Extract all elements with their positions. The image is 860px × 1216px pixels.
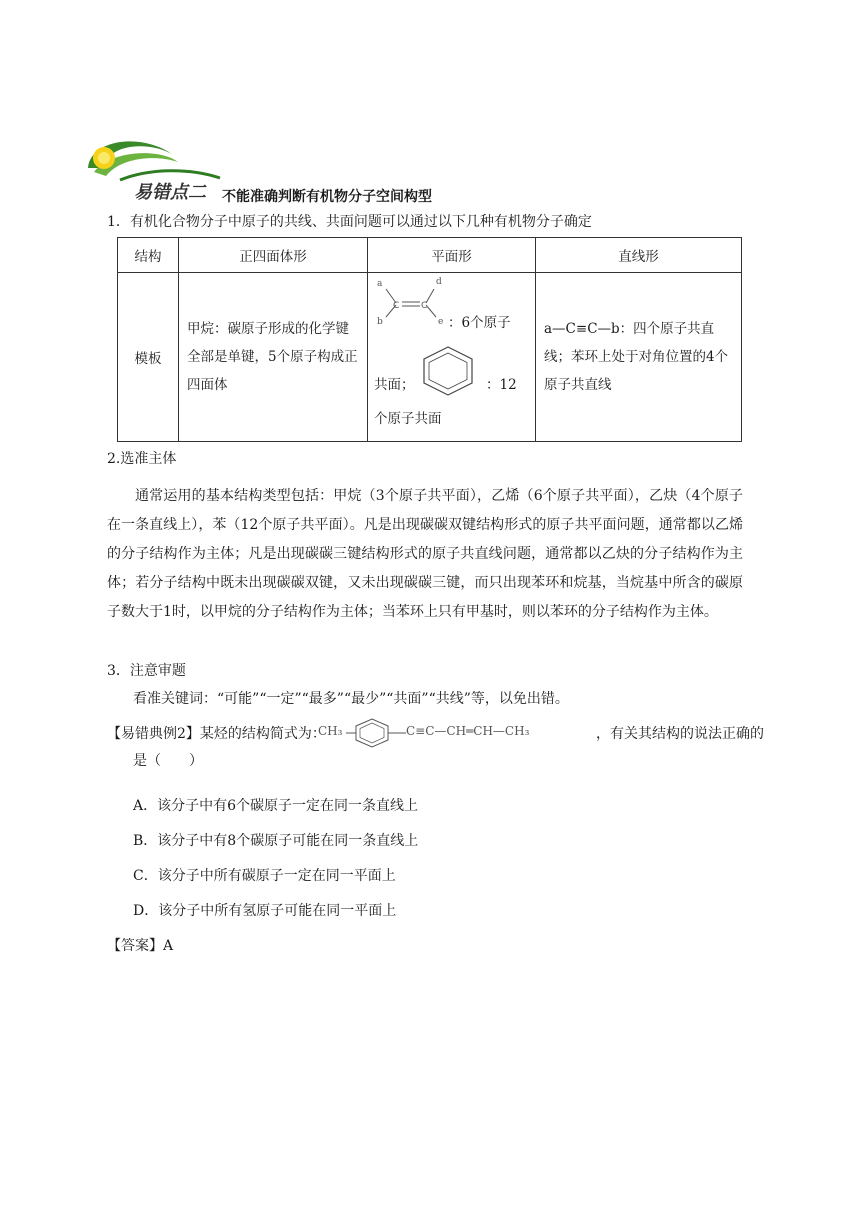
ethylene-label-d: d <box>436 277 442 287</box>
structure-table <box>117 237 742 442</box>
answer: 【答案】A <box>107 938 174 954</box>
point-1-text: 1．有机化合物分子中原子的共线、共面问题可以通过以下几种有机物分子确定 <box>107 214 592 230</box>
ethylene-label-e: e <box>438 317 444 327</box>
table-header: 正四面体形 <box>179 238 368 273</box>
table-header: 结构 <box>118 238 179 273</box>
benzene-ring-icon <box>316 716 416 750</box>
formula-right: C≡C—CH═CH—CH₃ <box>406 724 530 738</box>
section-title: 不能准确判断有机物分子空间构型 <box>222 189 432 205</box>
example-stem-post: ，有关其结构的说法正确的 <box>596 726 764 742</box>
table-header-row <box>118 238 742 273</box>
ethylene-label-a: a <box>377 279 383 289</box>
option-d: D．该分子中所有氢原子可能在同一平面上 <box>133 903 397 919</box>
example-label: 【易错典例2】 <box>107 726 200 742</box>
table-header: 平面形 <box>368 238 536 273</box>
example-stem <box>107 723 326 743</box>
linear-text: a—C≡C—b：四个原子共直线；苯环上处于对角位置的4个原子共直线 <box>544 321 729 393</box>
option-a: A．该分子中有6个碳原子一定在同一条直线上 <box>133 798 419 814</box>
option-b: B．该分子中有8个碳原子可能在同一条直线上 <box>133 833 419 849</box>
svg-text:C: C <box>421 301 428 311</box>
point-3-body: 看准关键词：“可能”“一定”“最多”“最少”“共面”“共线”等，以免出错。 <box>133 691 569 707</box>
benzene-end: 个原子共面 <box>374 411 442 427</box>
example-stem-pre: 某烃的结构简式为： <box>199 726 326 742</box>
row-label: 模板 <box>118 273 179 442</box>
point-2-heading: 2.选准主体 <box>107 451 177 467</box>
ethylene-label-b: b <box>377 317 383 327</box>
formula-left: CH₃ <box>318 724 343 738</box>
svg-text:C: C <box>393 301 400 311</box>
benzene-pre: 共面； <box>374 377 415 393</box>
example-stem-cont: 是（ ） <box>133 753 203 769</box>
tetrahedral-text: 甲烷：碳原子形成的化学键全部是单键，5个原子构成正四面体 <box>187 321 358 393</box>
option-c: C．该分子中所有碳原子一定在同一平面上 <box>133 868 396 884</box>
point-3-heading: 3．注意审题 <box>107 663 186 679</box>
table-row <box>118 273 742 442</box>
hydrocarbon-formula <box>316 716 596 750</box>
benzene-ring-icon <box>416 343 480 399</box>
ethylene-note: ：6个原子 <box>448 315 511 331</box>
benzene-post: ：12 <box>486 377 517 393</box>
table-header: 直线形 <box>536 238 742 273</box>
planar-cell <box>368 273 536 442</box>
tetrahedral-cell <box>179 273 368 442</box>
linear-cell <box>536 273 742 442</box>
logo-text: 易错点二 <box>134 182 206 203</box>
point-2-body: 通常运用的基本结构类型包括：甲烷（3个原子共平面），乙烯（6个原子共平面），乙炔（4个原子在一条直线上），苯（12个原子共平面）。凡是出现碳碳双键结构形式的原子共平面问题，通常都以乙烯的分子结构作为主体；凡是出现碳碳三键结构形式的原子共直线问题，通常都以乙炔的分子结构作为主体；若分子结构中既未出现碳碳双键，又未出现碳碳三键，而只出现苯环和烷基，当烷基中所含的碳原子数大于1时，以甲烷的分子结构作为主体；当苯环上只有甲基时，则以苯环的分子结构作为主体。 <box>107 488 743 620</box>
